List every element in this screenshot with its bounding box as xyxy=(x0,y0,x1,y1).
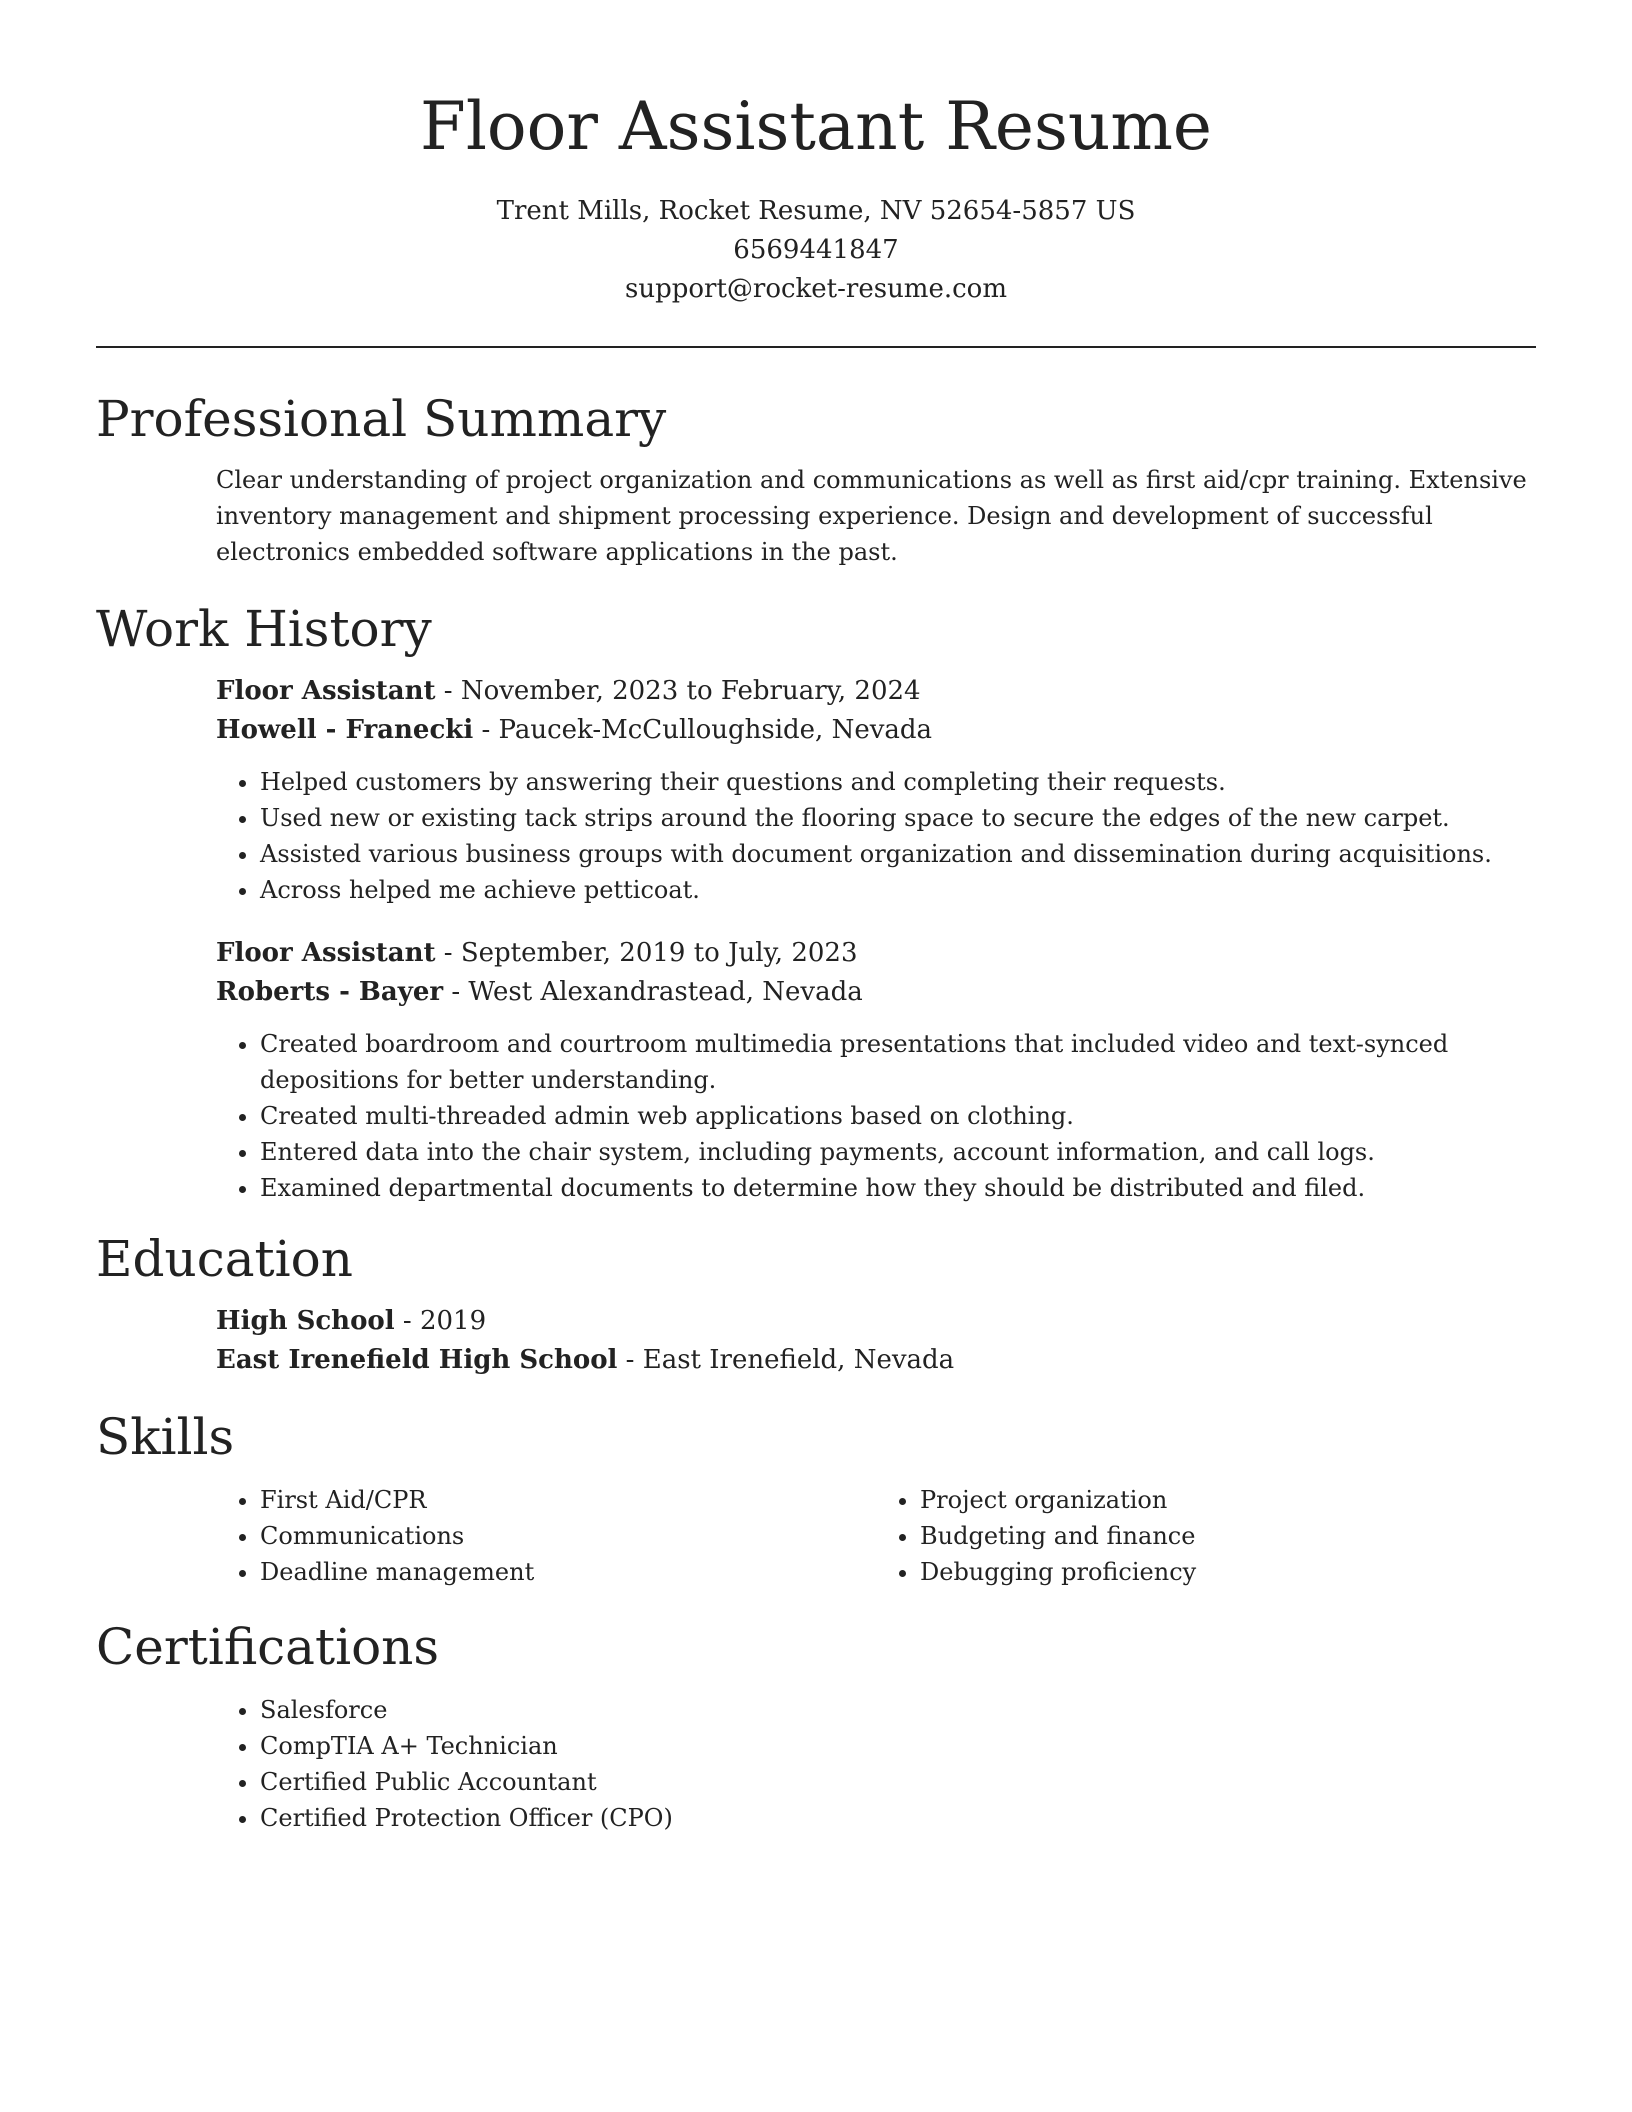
job-title: Floor Assistant xyxy=(216,938,436,968)
job-bullets xyxy=(216,1026,1536,1206)
certifications-heading: Certifications xyxy=(96,1618,440,1676)
summary-section xyxy=(96,386,1536,570)
education-heading: Education xyxy=(96,1230,353,1288)
skills-section xyxy=(96,1404,1536,1590)
list-item: • Debugging proficiency xyxy=(920,1554,1536,1590)
education-degree: High School xyxy=(216,1306,395,1336)
job-location: - West Alexandrastead, Nevada xyxy=(443,977,863,1007)
contact-block xyxy=(96,192,1536,309)
list-item: • CompTIA A+ Technician xyxy=(260,1728,1536,1764)
certifications-section xyxy=(96,1614,1536,1836)
contact-email: support@rocket-resume.com xyxy=(624,274,1007,304)
job-title-line xyxy=(216,672,1536,711)
job-dates: - September, 2019 to July, 2023 xyxy=(435,938,858,968)
education-entry xyxy=(216,1302,1536,1380)
list-item: • Assisted various business groups with document organization and dissemination during acquisitions. xyxy=(260,836,1536,872)
list-item: • Salesforce xyxy=(260,1692,1536,1728)
list-item: • Certified Public Accountant xyxy=(260,1764,1536,1800)
work-history-heading: Work History xyxy=(96,600,432,658)
job-location: - Paucek-McCulloughside, Nevada xyxy=(473,715,933,745)
list-item: • Certified Protection Officer (CPO) xyxy=(260,1800,1536,1836)
list-item: • Entered data into the chair system, including payments, account information, and call logs. xyxy=(260,1134,1536,1170)
resume-header xyxy=(96,0,1536,309)
skills-columns xyxy=(216,1470,1536,1590)
education-school-line xyxy=(216,1341,1536,1380)
job-title: Floor Assistant xyxy=(216,676,436,706)
job-bullets xyxy=(216,764,1536,908)
education-section xyxy=(96,1226,1536,1380)
list-item: • First Aid/CPR xyxy=(260,1482,876,1518)
list-item: • Budgeting and finance xyxy=(920,1518,1536,1554)
list-item: • Project organization xyxy=(920,1482,1536,1518)
summary-text: Clear understanding of project organization and communications as well as first aid/cpr training. Extensive inventory management and shipment processing experience. Design and development of successful electronics embedded software applications in the past. xyxy=(216,466,1527,566)
list-item: • Created boardroom and courtroom multimedia presentations that included video and text-synced depositions for better understanding. xyxy=(260,1026,1536,1098)
job-company-line xyxy=(216,711,1536,750)
resume-title: Floor Assistant Resume xyxy=(420,88,1212,165)
list-item: • Deadline management xyxy=(260,1554,876,1590)
certifications-list-wrap xyxy=(216,1692,1536,1836)
contact-phone: 6569441847 xyxy=(733,235,899,265)
header-divider xyxy=(96,346,1536,348)
list-item: • Communications xyxy=(260,1518,876,1554)
education-location: - East Irenefield, Nevada xyxy=(617,1345,955,1375)
job-company: Roberts - Bayer xyxy=(216,977,444,1007)
skills-list-left xyxy=(216,1482,876,1590)
job-company: Howell - Franecki xyxy=(216,715,474,745)
education-school: East Irenefield High School xyxy=(216,1345,618,1375)
certifications-list xyxy=(216,1692,1536,1836)
list-item: • Across helped me achieve petticoat. xyxy=(260,872,1536,908)
job-company-line xyxy=(216,973,1536,1012)
summary-heading: Professional Summary xyxy=(96,390,667,448)
education-degree-line xyxy=(216,1302,1536,1341)
list-item: • Examined departmental documents to determine how they should be distributed and filed. xyxy=(260,1170,1536,1206)
work-history-section xyxy=(96,596,1536,1206)
job-entry xyxy=(216,934,1536,1206)
education-year: - 2019 xyxy=(394,1306,487,1336)
contact-address: Trent Mills, Rocket Resume, NV 52654-5857 US xyxy=(496,196,1136,226)
list-item: • Created multi-threaded admin web applications based on clothing. xyxy=(260,1098,1536,1134)
list-item: • Used new or existing tack strips around the flooring space to secure the edges of the new carpet. xyxy=(260,800,1536,836)
job-title-line xyxy=(216,934,1536,973)
skills-heading: Skills xyxy=(96,1408,235,1466)
job-entry xyxy=(216,672,1536,908)
skills-list-right xyxy=(876,1482,1536,1590)
job-dates: - November, 2023 to February, 2024 xyxy=(435,676,921,706)
list-item: • Helped customers by answering their questions and completing their requests. xyxy=(260,764,1536,800)
